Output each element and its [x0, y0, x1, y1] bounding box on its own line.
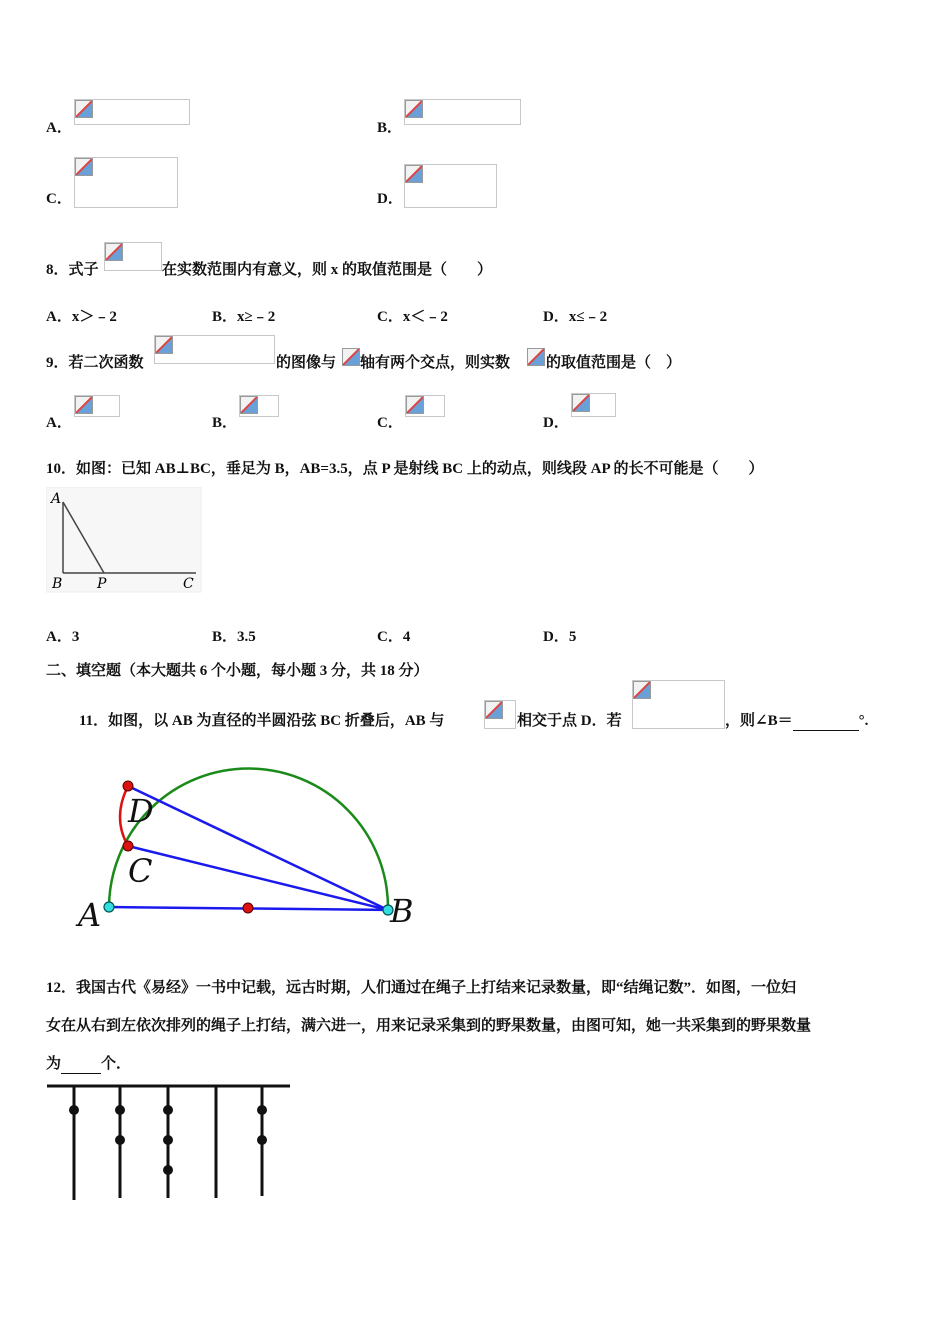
q9-option-c-image	[405, 395, 445, 417]
q7-option-d-image	[404, 164, 497, 208]
q8-option-a: A．x＞﹣2	[46, 309, 117, 325]
rope-knot	[163, 1105, 173, 1115]
label-c: C	[128, 852, 153, 890]
q12-line-1: 12．我国古代《易经》一书中记载，远古时期，人们通过在绳子上打结来记录数量，即“结绳记数”．如图，一位妇	[46, 980, 797, 996]
label-c: C	[183, 576, 194, 592]
q10-option-a: A．3	[46, 629, 80, 645]
rope-knot	[69, 1105, 79, 1115]
broken-image-icon	[240, 396, 258, 414]
q7-option-c-label: C．	[46, 191, 72, 207]
label-b: B	[52, 576, 63, 592]
broken-image-icon	[633, 681, 651, 699]
q10-figure-background	[46, 487, 201, 592]
broken-image-icon	[155, 336, 173, 354]
q9-prefix: 9．若二次函数	[46, 355, 144, 371]
label-p: P	[97, 576, 107, 592]
q9-function-image	[154, 335, 275, 364]
point-c	[123, 841, 133, 851]
broken-image-icon	[572, 394, 590, 412]
q11-suffix-after: °.	[858, 713, 869, 729]
q12-line-3	[46, 1052, 131, 1074]
chord-bc	[128, 846, 388, 910]
q10-figure	[46, 487, 202, 593]
point-d	[123, 781, 133, 791]
folded-arc	[120, 786, 128, 846]
q7-option-b-label: B．	[377, 120, 403, 136]
label-b: B	[390, 892, 414, 930]
q9-option-d-image	[571, 393, 616, 417]
q8-option-c: C．x＜﹣2	[377, 309, 448, 325]
q9-axis-image-icon	[342, 348, 360, 366]
q10-option-b: B．3.5	[212, 629, 256, 645]
q9-option-d-label: D．	[543, 415, 569, 431]
q11-condition-image	[632, 680, 725, 729]
point-a	[104, 902, 114, 912]
q9-variable-image-icon	[527, 348, 545, 366]
q12-line-3-prefix: 为	[46, 1056, 62, 1072]
rope-knot	[257, 1105, 267, 1115]
q9-mid2: 轴有两个交点，则实数	[360, 355, 511, 371]
q8-suffix: 在实数范围内有意义，则 x 的取值范围是（ ）	[162, 262, 493, 278]
q12-answer-blank[interactable]	[61, 1056, 101, 1074]
q11-mid: 相交于点 D．若	[517, 713, 622, 729]
broken-image-icon	[405, 100, 423, 118]
broken-image-icon	[75, 158, 93, 176]
q7-option-b-image	[404, 99, 521, 125]
q9-option-c-label: C．	[377, 415, 403, 431]
rope-knot	[163, 1135, 173, 1145]
point-center	[243, 903, 253, 913]
q9-option-b-image	[239, 395, 279, 417]
q11-suffix-before: ，则∠B＝	[725, 713, 793, 729]
q11-answer-line	[725, 709, 868, 731]
rope-knot	[115, 1105, 125, 1115]
q8-option-d: D．x≤﹣2	[543, 309, 608, 325]
q9-mid1: 的图像与	[276, 355, 337, 371]
q11-arc-image	[484, 700, 516, 729]
q7-option-d-label: D．	[377, 191, 403, 207]
q8-option-b: B．x≥﹣2	[212, 309, 276, 325]
q12-line-3-suffix: 个．	[101, 1056, 132, 1072]
q8-prefix: 8．式子	[46, 262, 99, 278]
q7-option-a-label: A．	[46, 120, 72, 136]
q9-option-a-label: A．	[46, 415, 72, 431]
q11-figure	[70, 760, 430, 935]
label-a: A	[78, 896, 102, 934]
q8-formula-image	[104, 242, 162, 271]
q11-answer-blank[interactable]	[793, 713, 859, 731]
q9-option-b-label: B．	[212, 415, 238, 431]
q12-line-2: 女在从右到左依次排列的绳子上打结，满六进一，用来记录采集到的野果数量，由图可知，她一共采集到的野果数量	[46, 1018, 812, 1034]
q12-knot-rope-figure	[44, 1078, 294, 1204]
q11-prefix: 11．如图，以 AB 为直径的半圆沿弦 BC 折叠后，AB 与	[79, 713, 445, 729]
label-d: D	[128, 792, 154, 830]
q10-option-d: D．5	[543, 629, 577, 645]
broken-image-icon	[105, 243, 123, 261]
rope-knot	[115, 1135, 125, 1145]
q10-stem: 10．如图：已知 AB⊥BC，垂足为 B，AB=3.5，点 P 是射线 BC 上的动点，则线段 AP 的长不可能是（ ）	[46, 461, 764, 477]
rope-knot	[163, 1165, 173, 1175]
rope-knot	[257, 1135, 267, 1145]
segment-bd	[128, 786, 388, 910]
broken-image-icon	[75, 396, 93, 414]
section-2-title: 二、填空题（本大题共 6 个小题，每小题 3 分，共 18 分）	[46, 663, 429, 679]
label-a: A	[51, 491, 62, 507]
broken-image-icon	[405, 165, 423, 183]
q10-option-c: C．4	[377, 629, 411, 645]
broken-image-icon	[75, 100, 93, 118]
q7-option-c-image	[74, 157, 178, 208]
q7-option-a-image	[74, 99, 190, 125]
q9-option-a-image	[74, 395, 120, 417]
q9-suffix: 的取值范围是（ ）	[546, 355, 682, 371]
broken-image-icon	[485, 701, 503, 719]
broken-image-icon	[406, 396, 424, 414]
